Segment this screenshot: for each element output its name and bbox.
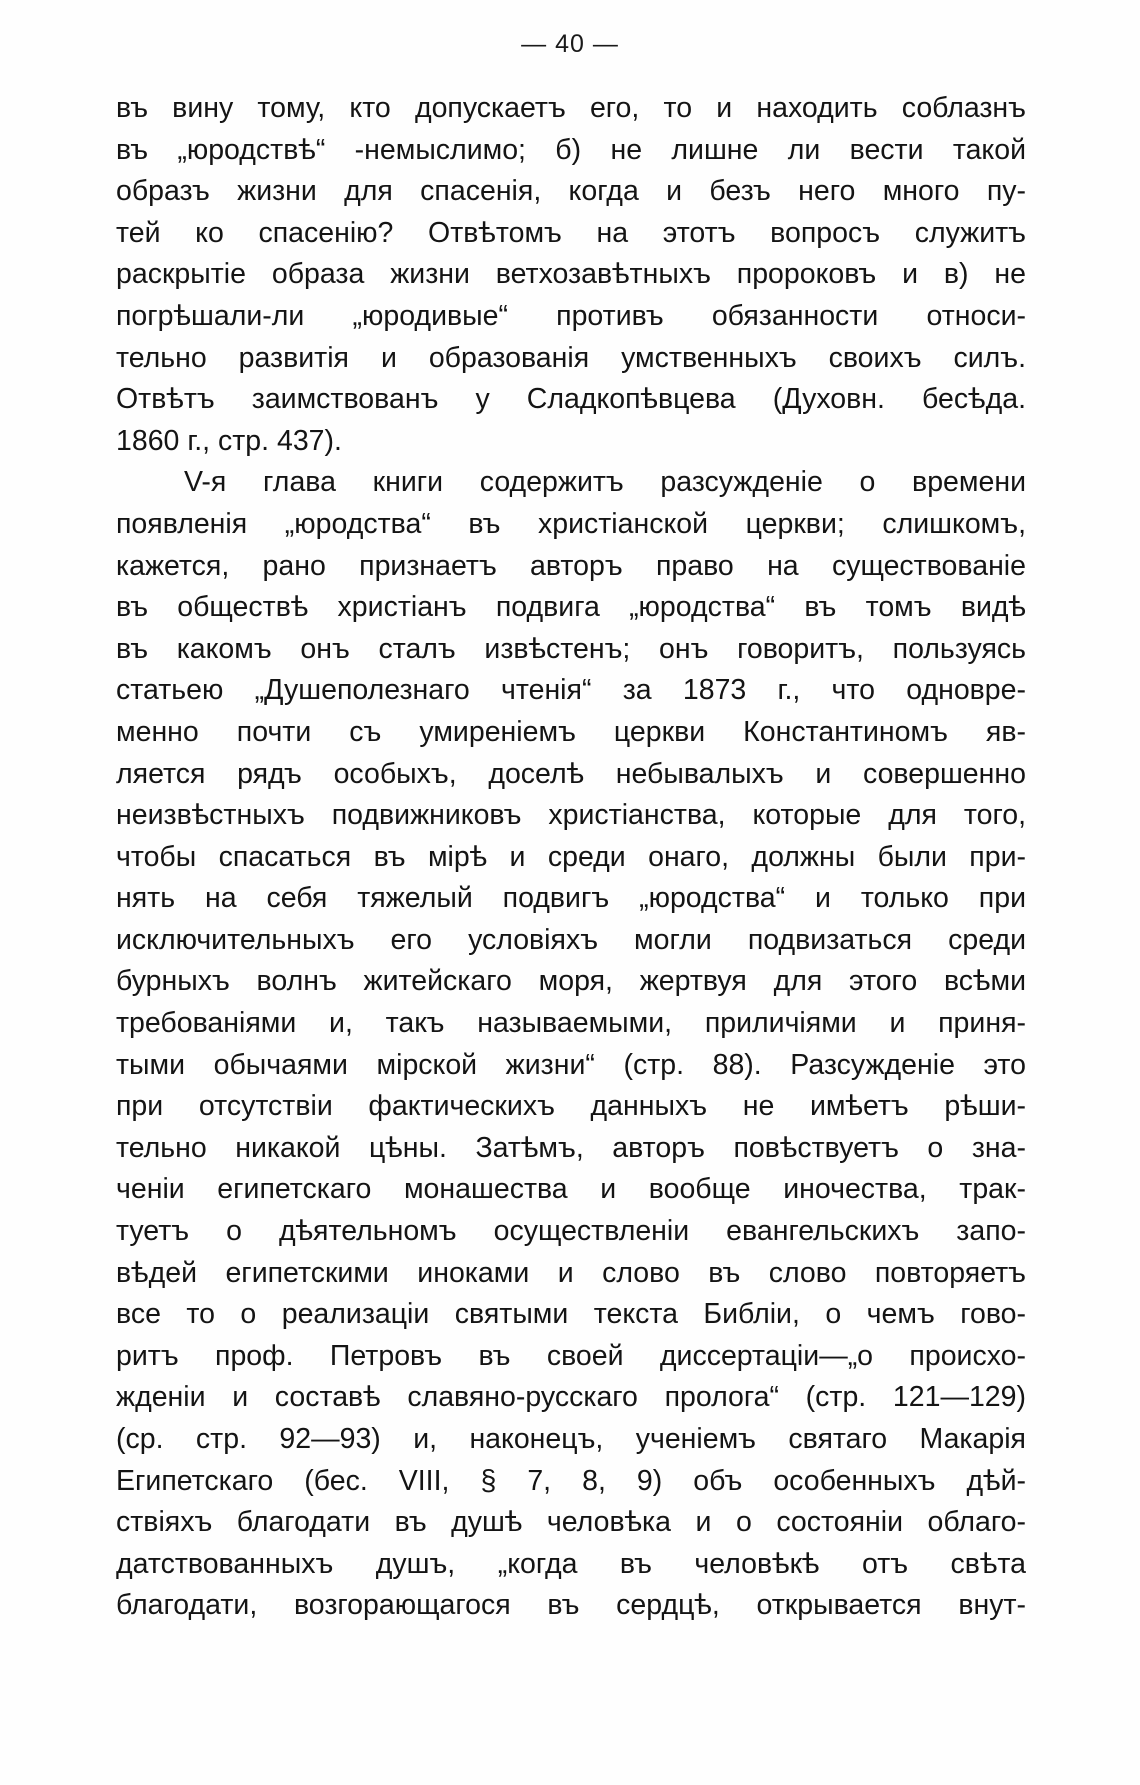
- text-line: ритъ проф. Петровъ въ своей диссертаціи—„о происхо-: [116, 1339, 1026, 1372]
- text-line: въ какомъ онъ сталъ извѣстенъ; онъ говоритъ, пользуясь: [116, 632, 1026, 665]
- text-line: ляется рядъ особыхъ, доселѣ небывалыхъ и совершенно: [116, 757, 1026, 790]
- text-line: нять на себя тяжелый подвигъ „юродства“ и только при: [116, 882, 1026, 915]
- text-line: образъ жизни для спасенія, когда и безъ него много пу-: [116, 175, 1026, 208]
- text-line: ченіи египетскаго монашества и вообще иночества, трак-: [116, 1173, 1026, 1206]
- text-line: статьею „Душеполезнаго чтенія“ за 1873 г., что одновре-: [116, 674, 1026, 707]
- text-line: тыми обычаями мірской жизни“ (стр. 88). Разсужденіе это: [116, 1048, 1026, 1081]
- text-line: исключительныхъ его условіяхъ могли подвизаться среди: [116, 923, 1026, 956]
- text-line: при отсутствіи фактическихъ данныхъ не имѣетъ рѣши-: [116, 1090, 1026, 1123]
- text-line: тельно никакой цѣны. Затѣмъ, авторъ повѣствуетъ о зна-: [116, 1131, 1026, 1164]
- text-line: ствіяхъ благодати въ душѣ человѣка и о состояніи облаго-: [116, 1506, 1026, 1539]
- text-line: V-я глава книги содержитъ разсужденіе о времени: [184, 466, 1026, 499]
- text-line: туетъ о дѣятельномъ осуществленіи евангельскихъ запо-: [116, 1215, 1026, 1248]
- text-line: Отвѣтъ заимствованъ у Сладкопѣвцева (Духовн. бесѣда.: [116, 383, 1026, 416]
- text-line: все то о реализаціи святыми текста Библіи, о чемъ гово-: [116, 1298, 1026, 1331]
- text-line: жденіи и составѣ славяно-русскаго пролога“ (стр. 121—129): [116, 1381, 1026, 1414]
- text-line: въ обществѣ христіанъ подвига „юродства“ въ томъ видѣ: [116, 591, 1026, 624]
- text-line: бурныхъ волнъ житейскаго моря, жертвуя для этого всѣми: [116, 965, 1026, 998]
- text-line: въ вину тому, кто допускаетъ его, то и находить соблазнъ: [116, 92, 1026, 124]
- text-line: раскрытіе образа жизни ветхозавѣтныхъ пророковъ и в) не: [116, 258, 1026, 291]
- text-line: погрѣшали-ли „юродивые“ противъ обязанности относи-: [116, 299, 1026, 332]
- page-number: — 40 —: [521, 30, 619, 58]
- text-line: вѣдей египетскими иноками и слово въ слово повторяетъ: [116, 1256, 1026, 1289]
- text-line: требованіями и, такъ называемыми, приличіями и приня-: [116, 1007, 1026, 1040]
- text-line: тельно развитія и образованія умственныхъ своихъ силъ.: [116, 341, 1026, 374]
- text-line: кажется, рано признаетъ авторъ право на существованіе: [116, 549, 1026, 582]
- text-line: появленія „юродства“ въ христіанской церкви; слишкомъ,: [116, 507, 1026, 540]
- text-line: неизвѣстныхъ подвижниковъ христіанства, которые для того,: [116, 799, 1026, 832]
- text-line: въ „юродствѣ“ -немыслимо; б) не лишне ли вести такой: [116, 133, 1026, 166]
- text-line: Египетскаго (бес. VIII, § 7, 8, 9) объ особенныхъ дѣй-: [116, 1464, 1026, 1497]
- text-line: благодати, возгорающагося въ сердцѣ, открывается внут-: [116, 1589, 1026, 1622]
- text-line: чтобы спасаться въ мірѣ и среди онаго, должны были при-: [116, 840, 1026, 873]
- text-line: тей ко спасенію? Отвѣтомъ на этотъ вопросъ служитъ: [116, 216, 1026, 249]
- text-line: (ср. стр. 92—93) и, наконецъ, ученіемъ святаго Макарія: [116, 1423, 1026, 1455]
- body-text: [116, 88, 1026, 1627]
- text-line: 1860 г., стр. 437).: [116, 424, 342, 457]
- text-line: датствованныхъ душъ, „когда въ человѣкѣ отъ свѣта: [116, 1547, 1026, 1580]
- text-line: менно почти съ умиреніемъ церкви Константиномъ яв-: [116, 715, 1026, 748]
